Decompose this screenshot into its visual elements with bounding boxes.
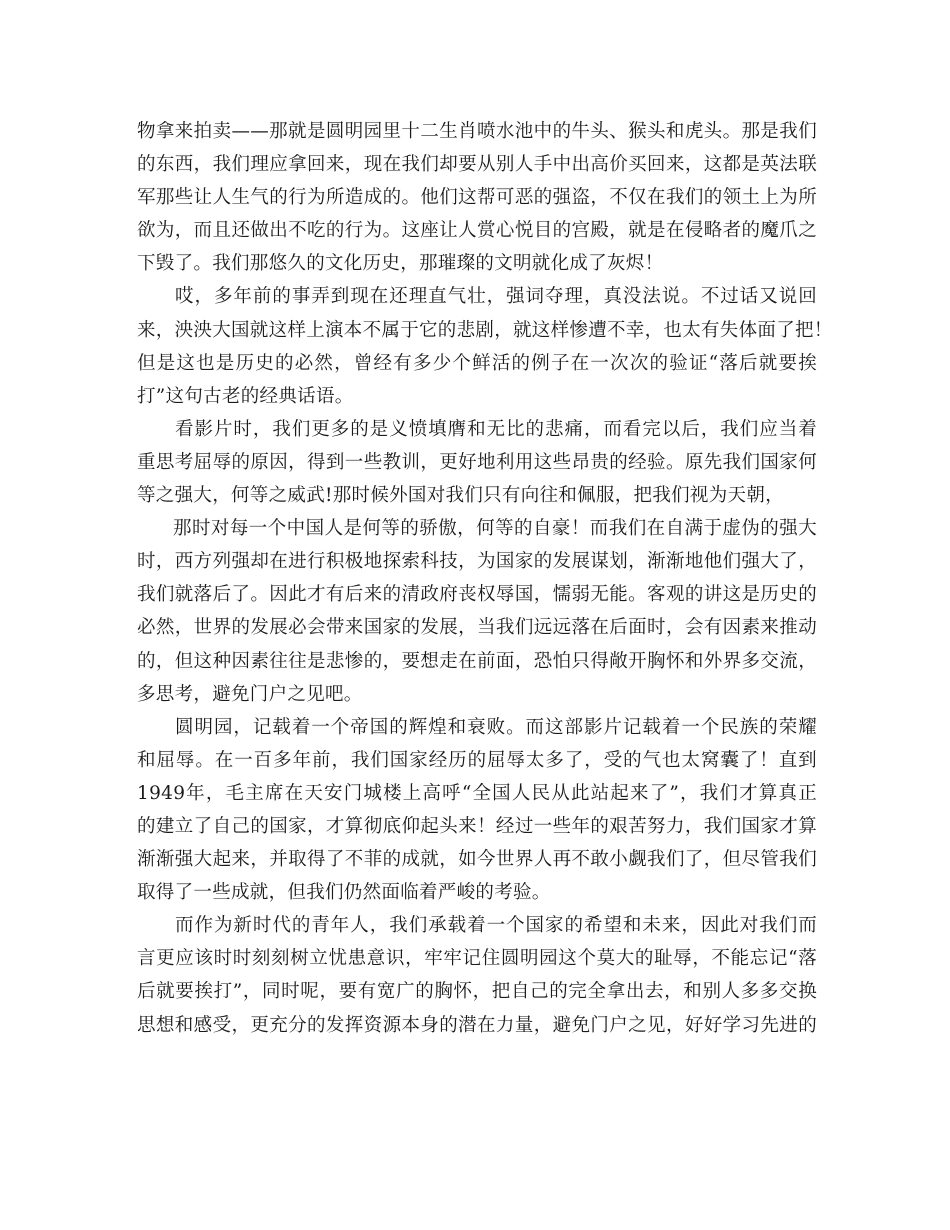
text-line: 重思考屈辱的原因，得到一些教训，更好地利用这些昂贵的经验。原先我们国家何	[137, 451, 817, 473]
text-line: 和屈辱。在一百多年前，我们国家经历的屈辱太多了，受的气也太窝囊了！直到	[137, 749, 817, 771]
text-line: 下毁了。我们那悠久的文化历史，那璀璨的文明就化成了灰烬！	[137, 253, 664, 275]
text-line: 渐渐强大起来，并取得了不菲的成就，如今世界人再不敢小觑我们了，但尽管我们	[137, 849, 817, 871]
text-line: 欲为，而且还做出不吃的行为。这座让人赏心悦目的宫殿，就是在侵略者的魔爪之	[137, 220, 817, 242]
text-line: 思想和感受，更充分的发挥资源本身的潜在力量，避免门户之见，好好学习先进的	[137, 1014, 817, 1036]
text-line: 时，西方列强却在进行积极地探索科技，为国家的发展谋划，渐渐地他们强大了，	[137, 551, 817, 573]
text-line: 物拿来拍卖——那就是圆明园里十二生肖喷水池中的牛头、猴头和虎头。那是我们	[137, 121, 817, 142]
paragraph-first-line: 而作为新时代的青年人，我们承载着一个国家的希望和未来，因此对我们而	[175, 915, 817, 937]
paragraph-first-line: 那时对每一个中国人是何等的骄傲，何等的自豪！而我们在自满于虚伪的强大	[173, 518, 817, 540]
text-line: 取得了一些成就，但我们仍然面临着严峻的考验。	[137, 882, 551, 904]
text-line: 的建立了自己的国家，才算彻底仰起头来！经过一些年的艰苦努力，我们国家才算	[137, 815, 817, 837]
text-line: 军那些让人生气的行为所造成的。他们这帮可恶的强盗，不仅在我们的领土上为所	[137, 187, 817, 209]
text-line: 的，但这种因素往往是悲惨的，要想走在前面，恐怕只得敞开胸怀和外界多交流，	[137, 650, 817, 672]
paragraph-first-line: 看影片时，我们更多的是义愤填膺和无比的悲痛，而看完以后，我们应当着	[175, 418, 817, 440]
text-line: 的东西，我们理应拿回来，现在我们却要从别人手中出高价买回来，这都是英法联	[137, 154, 817, 176]
text-line: 必然，世界的发展必会带来国家的发展，当我们远远落在后面时，会有因素来推动	[137, 617, 817, 639]
body-text	[137, 115, 833, 1042]
text-line: 后就要挨打”，同时呢，要有宽广的胸怀，把自己的完全拿出去，和别人多多交换	[137, 981, 817, 1003]
paragraph-first-line: 圆明园，记载着一个帝国的辉煌和衰败。而这部影片记载着一个民族的荣耀	[175, 716, 817, 738]
text-line: 来，泱泱大国就这样上演本不属于它的悲剧，就这样惨遭不幸，也太有失体面了把！	[137, 319, 833, 341]
paragraph-first-line: 哎，多年前的事弄到现在还理直气壮，强词夺理，真没法说。不过话又说回	[175, 286, 817, 308]
text-line: 我们就落后了。因此才有后来的清政府丧权辱国，懦弱无能。客观的讲这是历史的	[137, 584, 817, 606]
text-line: 1949年，毛主席在天安门城楼上高呼“全国人民从此站起来了”，我们才算真正	[137, 782, 817, 804]
text-line: 但是这也是历史的必然，曾经有多少个鲜活的例子在一次次的验证“落后就要挨	[137, 352, 817, 374]
text-line: 等之强大，何等之威武!那时候外国对我们只有向往和佩服，把我们视为天朝，	[137, 485, 784, 507]
text-line: 言更应该时时刻刻树立忧患意识，牢牢记住圆明园这个莫大的耻辱，不能忘记“落	[137, 948, 817, 970]
text-line: 打”这句古老的经典话语。	[137, 385, 354, 407]
text-line: 多思考，避免门户之见吧。	[137, 683, 363, 705]
